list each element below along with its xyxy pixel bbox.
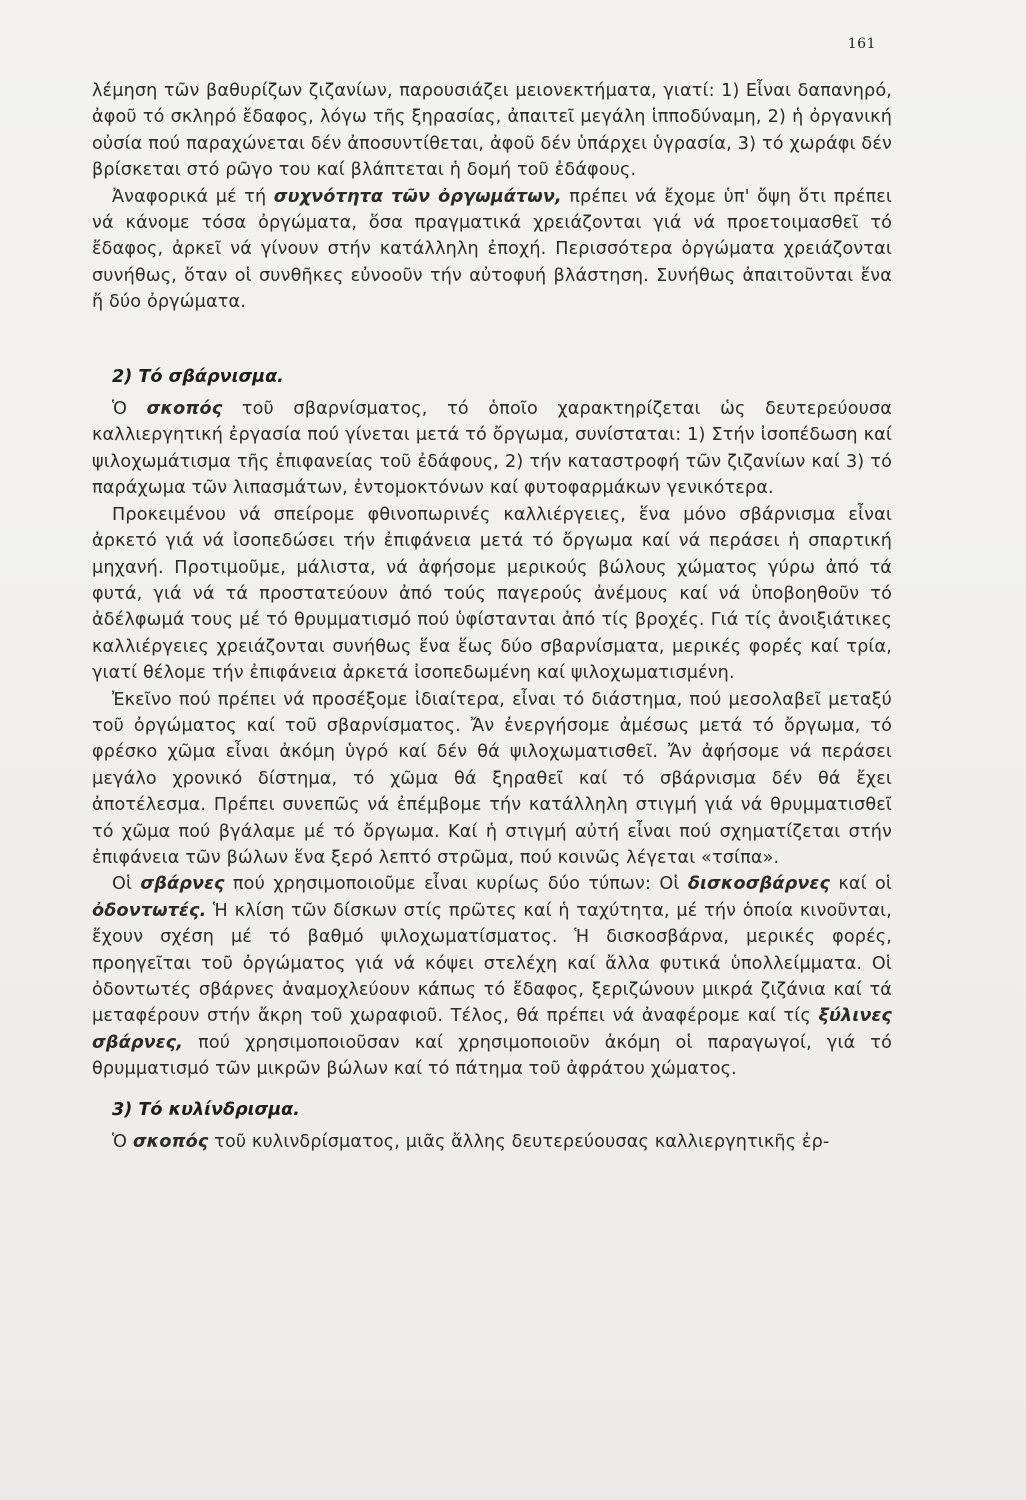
- text-run: πού χρησιμοποιοῦσαν καί χρησιμοποιοῦν ἀκόμη οἱ παραγωγοί, γιά τό θρυμματισμό τῶν μικρῶν βώλων καί τό πάτημα τοῦ ἀφράτου χώματος.: [92, 1032, 892, 1080]
- paragraph-rolling-purpose: [92, 1129, 892, 1155]
- paragraph-harrowing-seasons: Προκειμένου νά σπείρομε φθινοπωρινές καλλιέργειες, ἕνα μόνο σβάρνισμα εἶναι ἀρκετό γιά νά ἰσοπεδώσει τήν ἐπιφάνεια μετά τό ὄργωμα καί νά περάσει ἡ σπαρτική μηχανή. Προτιμοῦμε, μάλιστα, νά ἀφήσομε μερικούς βώλους χώματος γύρω ἀπό τά φυτά, γιά νά τά προστατεύουν ἀπό τούς παγερούς ἀνέμους καί νά ὑποβοηθοῦν τό ἀδέλφωμά τους μέ τό θρυμματισμό πού ὑφίστανται ἀπό τίς βροχές. Γιά τίς ἀνοιξιάτικες καλλιέργειες χρειάζονται συνήθως ἕνα ἕως δύο σβαρνίσματα, μερικές φορές καί τρία, γιατί θέλομε τήν ἐπιφάνεια ἀρκετά ἰσοπεδωμένη καί ψιλοχωματισμένη.: [92, 504, 892, 684]
- text-run: Οἱ: [112, 874, 141, 895]
- text-run: Ὁ: [112, 1132, 133, 1153]
- text-run: Ὁ: [112, 399, 147, 420]
- text-run: τοῦ σβαρνίσματος, τό ὁποῖο χαρακτηρίζεται ὡς δευτερεύουσα καλλιεργητική ἐργασία πού γίνεται μετά τό ὄργωμα, συνίσταται: 1) Στήν ἰσοπέδωση καί ψιλοχωμάτισμα τῆς ἐπιφανείας τοῦ ἐδάφους, 2) τήν καταστροφή τῶν ζιζανίων καί 3) τό παράχωμα τῶν λιπασμάτων, ἐντομοκτόνων καί φυτοφαρμάκων γενικότερα.: [92, 399, 892, 499]
- text-run: καί οἱ: [830, 874, 893, 895]
- text-run: πού χρησιμοποιοῦμε εἶναι κυρίως δύο τύπων: Οἱ: [224, 874, 688, 895]
- section-title-harrowing: 2) Τό σβάρνισμα.: [112, 366, 284, 387]
- paragraph-harrowing-timing: Ἐκεῖνο πού πρέπει νά προσέξομε ἰδιαίτερα, εἶναι τό διάστημα, πού μεσολαβεῖ μεταξύ τοῦ ὀργώματος καί τοῦ σβαρνίσματος. Ἄν ἐνεργήσομε ἀμέσως μετά τό ὄργωμα, τό φρέσκο χῶμα εἶναι ἀκόμη ὑγρό καί δέν θά ψιλοχωματισθεῖ. Ἄν ἀφήσομε νά περάσει μεγάλο χρονικό δίστημα, τό χῶμα θά ξηραθεῖ καί τό σβάρνισμα δέν θά ἔχει ἀποτέλεσμα. Πρέπει συνεπῶς νά ἐπέμβομε τήν κατάλληλη στιγμή γιά νά θρυμματισθεῖ τό χῶμα πού βγάλαμε μέ τό ὄργωμα. Καί ἡ στιγμή αὐτή εἶναι πού σχηματίζεται στήν ἐπιφάνεια τῶν βώλων ἕνα ξερό λεπτό στρῶμα, πού κοινῶς λέγεται «τσίπα».: [92, 689, 892, 868]
- text-run: Ἀναφορικά μέ τή: [112, 186, 274, 207]
- text-run: τοῦ κυλινδρίσματος, μιᾶς ἄλλης δευτερεύουσας καλλιεργητικῆς ἐρ-: [208, 1132, 830, 1153]
- emphasis-term: ὀδοντωτές.: [92, 900, 207, 921]
- paragraph-plowing-drawbacks: λέμηση τῶν βαθυρίζων ζιζανίων, παρουσιάζει μειονεκτήματα, γιατί: 1) Εἶναι δαπανηρό, ἀφοῦ τό σκληρό ἔδαφος, λόγω τῆς ξηρασίας, ἀπαιτεῖ μεγάλη ἱπποδύναμη, 2) ἡ ὀργανική οὐσία πού παραχώνεται δέν ἀποσυντίθεται, ἀφοῦ δέν ὑπάρχει ὑγρασία, 3) τό χωράφι δέν βρίσκεται στό ρῶγο του καί βλάπτεται ἡ δομή τοῦ ἐδάφους.: [92, 81, 892, 181]
- paragraph-harrow-types: [92, 871, 892, 1082]
- text-run: πρέπει νά ἔχομε ὑπ' ὄψη ὅτι πρέπει νά κάνομε τόσα ὀργώματα, ὅσα πραγματικά χρειάζονται γιά νά προετοιμασθεῖ τό ἔδαφος, ἀρκεῖ νά γίνουν στήν κατάλληλη ἐποχή. Περισσότερα ὀργώματα χρειάζονται συνήθως, ὅταν οἱ συνθῆκες εὐνοοῦν τήν αὐτοφυή βλάστηση. Συνήθως ἀπαιτοῦνται ἕνα ἤ δύο ὀργώματα.: [92, 186, 893, 313]
- emphasis-term: δισκοσβάρνες: [687, 874, 831, 895]
- text-run: Ἡ κλίση τῶν δίσκων στίς πρῶτες καί ἡ ταχύτητα, μέ τήν ὁποία κινοῦνται, ἔχουν σχέση μέ τό βαθμό ψιλοχωματίσματος. Ἡ δισκοσβάρνα, μερικές φορές, προηγεῖται τοῦ ὀργώματος γιά νά κόψει στελέχη καί ἄλλα φυτικά ὑπολλείμματα. Οἱ ὀδοντωτές σβάρνες ἀναμοχλεύουν κάπως τό ἔδαφος, ξεριζώνουν μικρά ζιζάνια καί τά μεταφέρουν στήν ἄκρη τοῦ χωραφιοῦ. Τέλος, θά πρέπει νά ἀναφέρομε καί τίς: [92, 900, 892, 1027]
- emphasis-term: σκοπός: [146, 399, 223, 420]
- paragraph-plowing-frequency: [92, 184, 892, 316]
- page-body: [92, 78, 892, 1155]
- page-number: 161: [847, 36, 876, 52]
- emphasis-term: ξύλινες σβάρνες,: [92, 1006, 892, 1053]
- section-title-rolling: 3) Τό κυλίνδρισμα.: [112, 1099, 300, 1120]
- emphasis-term: σβάρνες: [140, 874, 225, 895]
- paragraph-harrowing-purpose: [92, 396, 892, 502]
- emphasis-term: σκοπός: [132, 1132, 209, 1153]
- emphasis-term: συχνότητα τῶν ὀργωμάτων,: [273, 186, 562, 207]
